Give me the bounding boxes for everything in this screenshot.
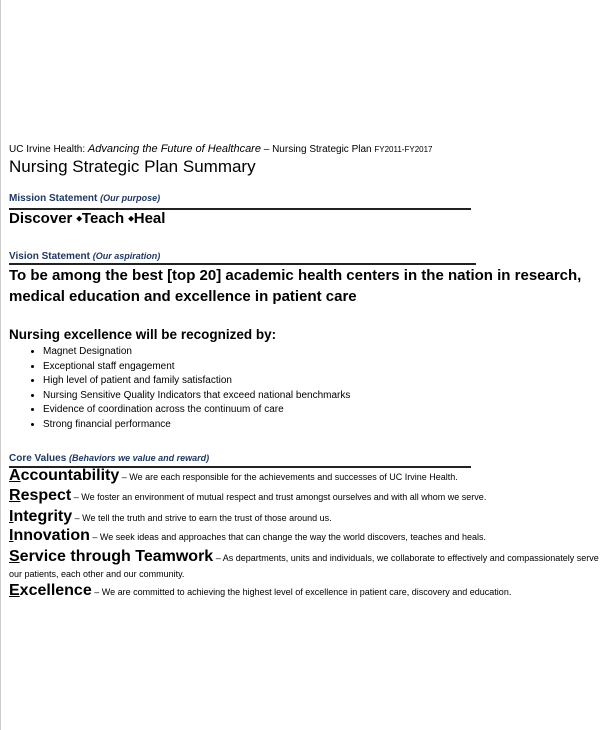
vision-line: medical education and excellence in patient care — [9, 288, 357, 305]
vision-text — [9, 265, 581, 307]
tagline: Advancing the Future of Healthcare — [87, 143, 261, 155]
value-desc: – We are each responsible for the achievements and successes of UC Irvine Health. — [121, 472, 458, 482]
plan-name: – Nursing Strategic Plan — [263, 144, 372, 155]
mission-sub: (Our purpose) — [100, 193, 161, 203]
core-value — [9, 582, 511, 600]
value-initial: S — [9, 548, 20, 565]
core-value — [9, 467, 458, 485]
value-name: ccountability — [20, 467, 120, 484]
list-item: • Evidence of coordination across the continuum of care — [43, 403, 350, 418]
vision-label-text: Vision Statement — [9, 251, 90, 262]
value-initial: I — [9, 527, 14, 544]
mission-label — [9, 193, 160, 204]
core-value — [9, 487, 486, 505]
value-name: ntegrity — [13, 508, 73, 525]
value-name: ervice through Teamwork — [19, 548, 214, 565]
core-values-label — [9, 453, 209, 464]
recognition-list — [25, 345, 350, 433]
core-values-sub: (Behaviors we value and reward) — [69, 453, 210, 463]
list-item: • Nursing Sensitive Quality Indicators that exceed national benchmarks — [43, 389, 350, 404]
recognition-heading: Nursing excellence will be recognized by: — [9, 327, 277, 342]
vision-label — [9, 251, 160, 262]
value-desc: – We are committed to achieving the highest level of excellence in patient care, discovery and education. — [94, 587, 512, 597]
document-header — [9, 143, 432, 155]
vision-sub: (Our aspiration) — [92, 251, 161, 261]
core-values-label-text: Core Values — [9, 453, 67, 464]
value-desc: – We foster an environment of mutual respect and trust amongst ourselves and with all whom we serve. — [73, 492, 487, 502]
list-item: • High level of patient and family satisfaction — [43, 374, 350, 389]
value-desc: – We seek ideas and approaches that can change the way the world discovers, teaches and heals. — [92, 532, 486, 542]
list-item: • Strong financial performance — [43, 418, 350, 433]
core-value — [9, 527, 486, 545]
core-value — [9, 508, 332, 526]
value-name: xcellence — [19, 582, 92, 599]
list-item: • Exceptional staff engagement — [43, 360, 350, 375]
value-desc: – As departments, units and individuals, we collaborate to effectively and compassionately serve — [215, 553, 599, 563]
page-title: Nursing Strategic Plan Summary — [9, 157, 256, 176]
core-value-continuation: our patients, each other and our community. — [9, 569, 185, 579]
org-name: UC Irvine Health: — [9, 144, 86, 155]
value-initial: R — [9, 487, 21, 504]
value-desc: – We tell the truth and strive to earn the trust of those around us. — [74, 513, 332, 523]
value-name: espect — [20, 487, 72, 504]
value-initial: A — [9, 467, 21, 484]
plan-years: FY2011-FY2017 — [374, 145, 433, 154]
value-name: nnovation — [13, 527, 90, 544]
vision-line: To be among the best [top 20] academic health centers in the nation in research, — [9, 267, 582, 284]
mission-text: Discover ⬩Teach ⬩Heal — [9, 210, 166, 227]
list-item: • Magnet Designation — [43, 345, 350, 360]
value-initial: I — [9, 508, 14, 525]
mission-label-text: Mission Statement — [9, 193, 98, 204]
value-initial: E — [9, 582, 20, 599]
core-value — [9, 548, 599, 566]
